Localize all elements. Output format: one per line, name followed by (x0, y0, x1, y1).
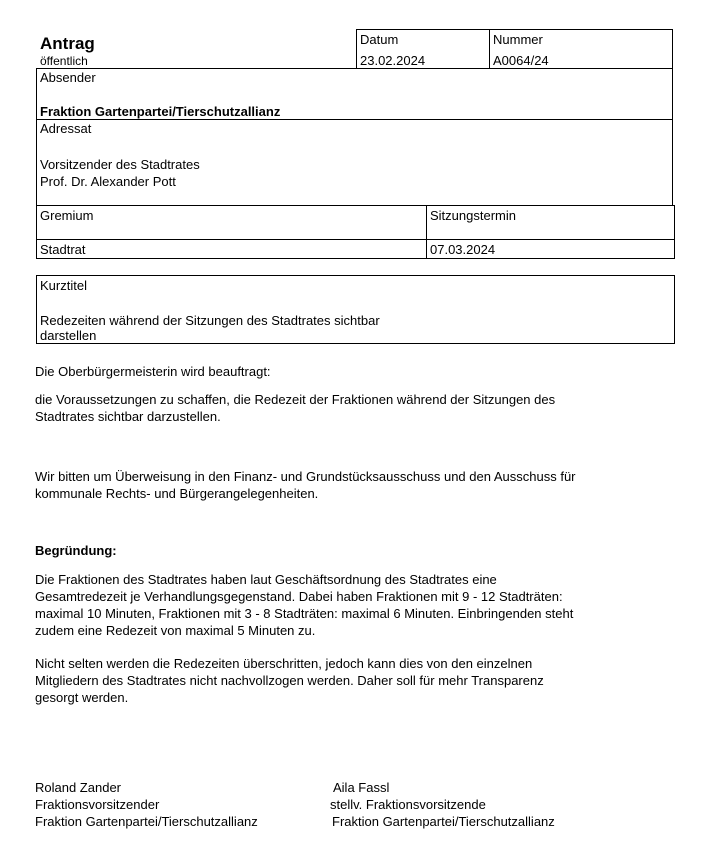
request-line1: die Voraussetzungen zu schaffen, die Redezeit der Fraktionen während der Sitzungen des (35, 392, 556, 407)
signature-role: stellv. Fraktionsvorsitzende (330, 797, 486, 812)
short-title-label: Kurztitel (40, 278, 87, 293)
date-number-divider (489, 29, 490, 69)
reason2-line2: Mitgliedern des Stadtrates nicht nachvollzogen werden. Daher soll für mehr Transparenz (35, 673, 544, 688)
signature-name: Aila Fassl (333, 780, 390, 795)
reason2-line1: Nicht selten werden die Redezeiten überschritten, jedoch kann dies von den einzelnen (35, 656, 533, 671)
committee-label: Gremium (40, 208, 94, 223)
referral-line1: Wir bitten um Überweisung in den Finanz- und Grundstücksausschuss und den Ausschuss für (35, 469, 576, 484)
signature-faction: Fraktion Gartenpartei/Tierschutzallianz (332, 814, 555, 829)
reason1-line4: zudem eine Redezeit von maximal 5 Minuten zu. (35, 623, 316, 638)
reason2-line3: gesorgt werden. (35, 690, 129, 705)
intro-text: Die Oberbürgermeisterin wird beauftragt: (35, 364, 271, 379)
sender-label: Absender (40, 70, 96, 85)
date-label: Datum (360, 32, 399, 47)
session-label: Sitzungstermin (430, 208, 516, 223)
referral-line2: kommunale Rechts- und Bürgerangelegenheiten. (35, 486, 319, 501)
reason-heading: Begründung: (35, 543, 117, 558)
addressee-line2: Prof. Dr. Alexander Pott (40, 174, 176, 189)
addressee-line1: Vorsitzender des Stadtrates (40, 157, 200, 172)
short-title-box (36, 275, 675, 344)
session-value: 07.03.2024 (430, 242, 496, 257)
addressee-label: Adressat (40, 121, 92, 136)
committee-value: Stadtrat (40, 242, 86, 257)
visibility-label: öffentlich (40, 54, 88, 68)
short-title-line2: darstellen (40, 328, 97, 343)
number-value: A0064/24 (493, 53, 549, 68)
signature-role: Fraktionsvorsitzender (35, 797, 160, 812)
doc-type: Antrag (40, 34, 95, 53)
signature-faction: Fraktion Gartenpartei/Tierschutzallianz (35, 814, 258, 829)
reason1-line2: Gesamtredezeit je Verhandlungsgegenstand. Dabei haben Fraktionen mit 9 - 12 Stadträten: (35, 589, 563, 604)
committee-header-box (36, 205, 675, 240)
request-line2: Stadtrates sichtbar darzustellen. (35, 409, 221, 424)
date-value: 23.02.2024 (360, 53, 426, 68)
number-label: Nummer (493, 32, 543, 47)
committee-value-box (36, 239, 675, 259)
sender-value: Fraktion Gartenpartei/Tierschutzallianz (40, 104, 281, 119)
short-title-line1: Redezeiten während der Sitzungen des Stadtrates sichtbar (40, 313, 380, 328)
signature-name: Roland Zander (35, 780, 121, 795)
reason1-line3: maximal 10 Minuten, Fraktionen mit 3 - 8 Stadträten: maximal 6 Minuten. Einbringenden steht (35, 606, 574, 621)
reason1-line1: Die Fraktionen des Stadtrates haben laut Geschäftsordnung des Stadtrates eine (35, 572, 497, 587)
